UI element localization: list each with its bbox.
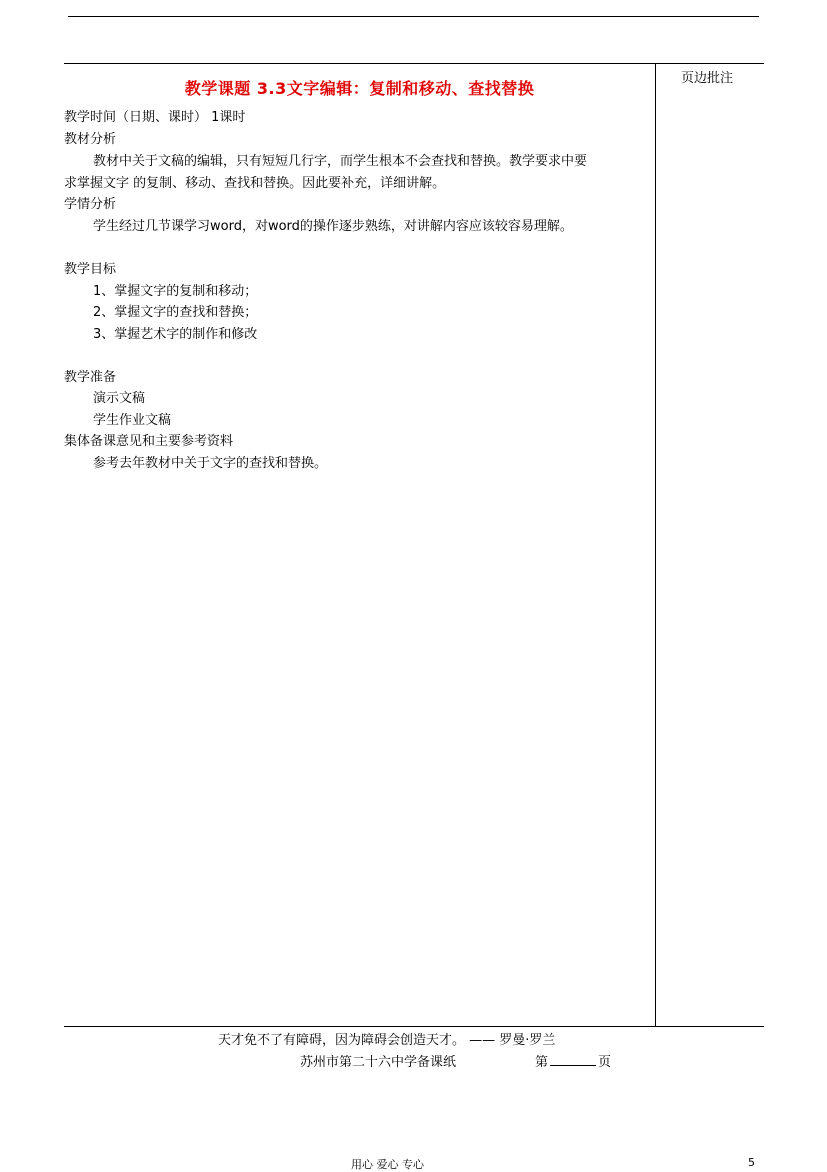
goals-heading: 教学目标 — [64, 262, 117, 277]
bottom-page-number: 5 — [748, 1156, 755, 1169]
goal-item-1: 1、掌握文字的复制和移动； — [93, 284, 258, 299]
margin-note-header: 页边批注 — [681, 71, 734, 86]
margin-column-divider — [655, 63, 656, 1026]
student-analysis-line-1: 学生经过几节课学习word，对word的操作逐步熟练，对讲解内容应该较容易理解。 — [93, 219, 573, 234]
material-analysis-line-1: 教材中关于文稿的编辑，只有短短几行字，而学生根本不会查找和替换。教学要求中要 — [93, 154, 588, 169]
material-analysis-heading: 教材分析 — [64, 132, 117, 147]
goal-item-2: 2、掌握文字的查找和替换； — [93, 305, 258, 320]
preparation-heading: 教学准备 — [64, 370, 117, 385]
table-top-border — [64, 63, 764, 64]
footer-page-blank — [550, 1053, 596, 1066]
footer-page-suffix: 页 — [598, 1055, 612, 1070]
goal-item-3: 3、掌握艺术字的制作和修改 — [93, 327, 258, 342]
preparation-item-2: 学生作业文稿 — [93, 413, 172, 428]
lesson-title: 教学课题 3.3文字编辑：复制和移动、查找替换 — [184, 79, 535, 98]
collective-planning-line-1: 参考去年教材中关于文字的查找和替换。 — [93, 456, 328, 471]
teaching-time: 教学时间（日期、课时） 1课时 — [64, 110, 246, 125]
collective-planning-heading: 集体备课意见和主要参考资料 — [64, 434, 234, 449]
table-bottom-border — [64, 1026, 764, 1027]
footer-quote: 天才免不了有障碍，因为障碍会创造天才。 —— 罗曼·罗兰 — [218, 1033, 556, 1048]
student-analysis-heading: 学情分析 — [64, 197, 117, 212]
top-rule — [68, 16, 759, 17]
footer-page-prefix: 第 — [535, 1055, 549, 1070]
footer-page-field — [535, 1051, 611, 1070]
footer-school-name: 苏州市第二十六中学备课纸 — [300, 1055, 457, 1070]
bottom-motto: 用心 爱心 专心 — [351, 1158, 424, 1171]
preparation-item-1: 演示文稿 — [93, 391, 146, 406]
material-analysis-line-2: 求掌握文字 的复制、移动、查找和替换。因此要补充，详细讲解。 — [64, 176, 446, 191]
